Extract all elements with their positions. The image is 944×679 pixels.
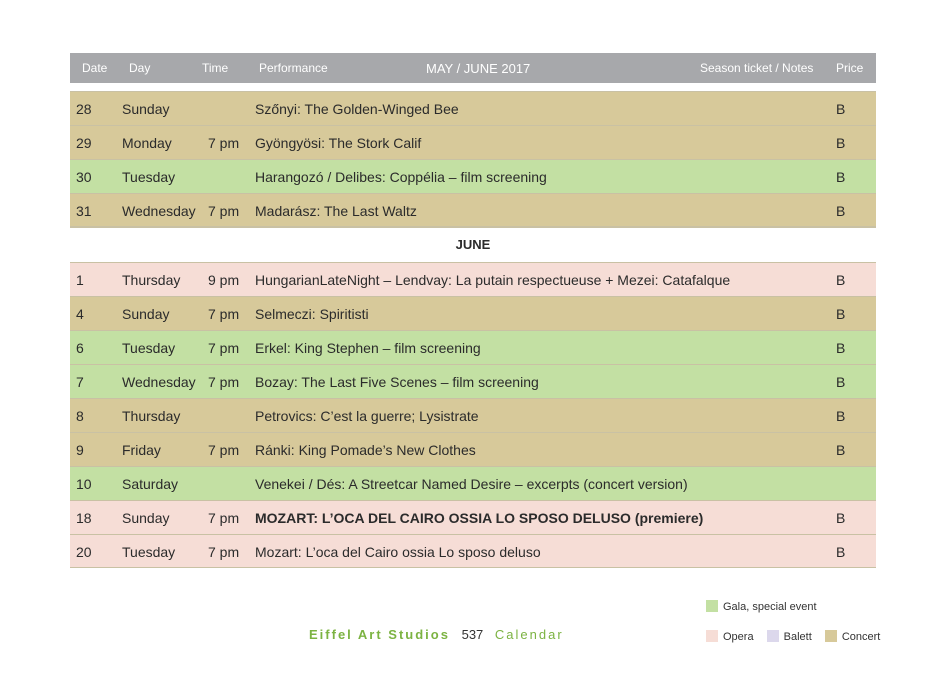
row-performance: Bozay: The Last Five Scenes – film screening (255, 374, 539, 390)
header-date: Date (82, 61, 108, 75)
footer-section: Calendar (494, 627, 564, 642)
row-date: 7 (76, 374, 84, 390)
table-row (70, 193, 876, 227)
row-date: 29 (76, 135, 92, 151)
legend-gala-label: Gala, special event (723, 601, 817, 613)
row-date: 4 (76, 306, 84, 322)
footer-brand: Eiffel Art Studios (309, 627, 450, 642)
row-day: Sunday (122, 510, 170, 526)
row-time: 7 pm (208, 135, 240, 151)
row-price: B (836, 169, 846, 185)
row-performance: Petrovics: C’est la guerre; Lysistrate (255, 408, 479, 424)
row-performance: Harangozó / Delibes: Coppélia – film screening (255, 169, 547, 185)
row-day: Wednesday (122, 203, 196, 219)
row-day: Monday (122, 135, 172, 151)
row-price: B (836, 510, 846, 526)
row-day: Tuesday (122, 340, 176, 356)
row-performance: Mozart: L’oca del Cairo ossia Lo sposo deluso (255, 544, 541, 560)
row-date: 6 (76, 340, 84, 356)
opera-swatch (706, 630, 718, 642)
table-row (70, 466, 876, 500)
row-price: B (836, 203, 846, 219)
row-performance: Selmeczi: Spiritisti (255, 306, 369, 322)
calendar-table (70, 53, 876, 568)
legend-gala (706, 600, 817, 613)
row-date: 18 (76, 510, 92, 526)
row-time: 7 pm (208, 442, 240, 458)
legend-concert (825, 631, 881, 643)
header-price: Price (836, 61, 864, 75)
row-price: B (836, 408, 846, 424)
header-season-ticket: Season ticket / Notes (700, 61, 814, 75)
row-price: B (836, 306, 846, 322)
legend-balett (767, 631, 812, 643)
row-time: 7 pm (208, 510, 240, 526)
row-performance: MOZART: L’OCA DEL CAIRO OSSIA LO SPOSO DELUSO (premiere) (255, 510, 704, 526)
june-rows (70, 262, 876, 568)
table-header (70, 53, 876, 83)
row-time: 7 pm (208, 203, 240, 219)
header-performance: Performance (259, 61, 328, 75)
row-date: 30 (76, 169, 92, 185)
concert-swatch (825, 630, 837, 642)
page-number: 537 (461, 627, 484, 642)
row-time: 9 pm (208, 272, 240, 288)
row-day: Thursday (122, 408, 181, 424)
row-date: 10 (76, 476, 92, 492)
row-day: Sunday (122, 306, 170, 322)
row-day: Wednesday (122, 374, 196, 390)
row-performance: Ránki: King Pomade’s New Clothes (255, 442, 476, 458)
row-day: Tuesday (122, 169, 176, 185)
row-price: B (836, 442, 846, 458)
table-title: MAY / JUNE 2017 (426, 61, 531, 76)
row-date: 9 (76, 442, 84, 458)
row-performance: Madarász: The Last Waltz (255, 203, 417, 219)
row-price: B (836, 135, 846, 151)
row-time: 7 pm (208, 306, 240, 322)
row-day: Tuesday (122, 544, 176, 560)
header-gap (70, 83, 876, 91)
header-day: Day (129, 61, 151, 75)
row-time: 7 pm (208, 340, 240, 356)
table-row (70, 91, 876, 125)
row-time: 7 pm (208, 374, 240, 390)
row-date: 31 (76, 203, 92, 219)
table-row (70, 125, 876, 159)
row-price: B (836, 374, 846, 390)
page-footer (309, 627, 564, 642)
legend-categories (706, 630, 890, 643)
row-performance: Erkel: King Stephen – film screening (255, 340, 481, 356)
row-day: Sunday (122, 101, 170, 117)
table-row (70, 159, 876, 193)
row-time: 7 pm (208, 544, 240, 560)
month-divider-june (70, 227, 876, 262)
row-price: B (836, 544, 846, 560)
legend-balett-label: Balett (783, 631, 812, 643)
legend-opera (706, 631, 754, 643)
row-day: Thursday (122, 272, 181, 288)
row-price: B (836, 340, 846, 356)
table-row (70, 398, 876, 432)
month-label: JUNE (455, 237, 491, 252)
legend-opera-label: Opera (723, 631, 754, 643)
table-row (70, 534, 876, 568)
row-day: Saturday (122, 476, 179, 492)
legend-concert-label: Concert (841, 631, 881, 643)
row-price: B (836, 101, 846, 117)
table-row (70, 500, 876, 534)
gala-swatch (706, 600, 718, 612)
row-date: 28 (76, 101, 92, 117)
header-time: Time (202, 61, 229, 75)
table-row (70, 330, 876, 364)
row-price: B (836, 272, 846, 288)
row-date: 1 (76, 272, 84, 288)
row-day: Friday (122, 442, 161, 458)
row-performance: Szőnyi: The Golden-Winged Bee (255, 101, 459, 117)
table-row (70, 364, 876, 398)
table-row (70, 296, 876, 330)
balett-swatch (767, 630, 779, 642)
row-date: 8 (76, 408, 84, 424)
row-performance: Venekei / Dés: A Streetcar Named Desire – excerpts (concert version) (255, 476, 688, 492)
table-row (70, 262, 876, 296)
row-performance: Gyöngyösi: The Stork Calif (255, 135, 422, 151)
table-row (70, 432, 876, 466)
row-performance: HungarianLateNight – Lendvay: La putain respectueuse + Mezei: Catafalque (255, 272, 731, 288)
row-date: 20 (76, 544, 92, 560)
may-rows (70, 91, 876, 227)
